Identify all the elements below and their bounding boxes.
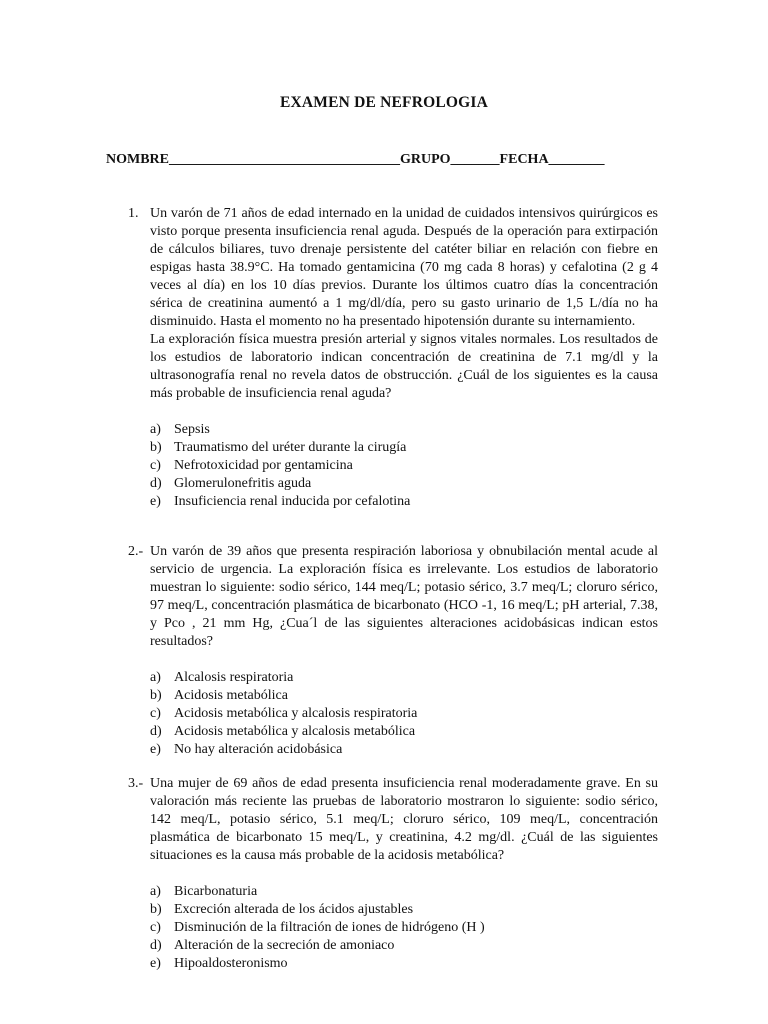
question-3 — [128, 775, 658, 973]
option-letter: a) — [150, 422, 161, 437]
option-text: Sepsis — [174, 422, 210, 437]
option-letter: e) — [150, 956, 161, 971]
answer-option — [128, 421, 658, 439]
option-letter: a) — [150, 670, 161, 685]
option-text: Acidosis metabólica y alcalosis metabólica — [174, 724, 416, 739]
option-letter: b) — [150, 902, 162, 917]
question-number: 2.- — [128, 544, 144, 559]
student-info-line: NOMBRE_________________________________GRUPO_______FECHA________ — [106, 152, 605, 167]
option-letter: d) — [150, 938, 162, 953]
option-text: Traumatismo del uréter durante la cirugía — [174, 440, 407, 455]
option-letter: b) — [150, 440, 162, 455]
question-paragraph: Una mujer de 69 años de edad presenta insuficiencia renal moderadamente grave. En su valoración más reciente las pruebas de laboratorio mostraron lo siguiente: sodio sérico, 142 meq/L, potasio sérico, 5.1 meq/L; cloruro sérico, 109 meq/L, concentración plasmática de bicarbonato 15 meq/L, y creatinina, 4.2 mg/dl. ¿Cuál de las siguientes situaciones es la causa más probable de la acidosis metabólica? — [150, 776, 658, 863]
page-title: EXAMEN DE NEFROLOGIA — [279, 94, 489, 111]
question-number: 1. — [128, 206, 139, 221]
question-number: 3.- — [128, 776, 144, 791]
option-text: Excreción alterada de los ácidos ajustables — [174, 902, 414, 917]
option-letter: d) — [150, 724, 162, 739]
option-letter: a) — [150, 884, 161, 899]
option-letter: b) — [150, 688, 162, 703]
question-2 — [128, 543, 658, 759]
option-letter: e) — [150, 494, 161, 509]
answer-option — [128, 937, 658, 955]
question-paragraph: La exploración física muestra presión arterial y signos vitales normales. Los resultados de los estudios de laboratorio indican concentración de creatinina de 7.1 mg/dl y la ultrasonografía renal no revela datos de obstrucción. ¿Cuál de los siguientes es la causa más probable de insuficiencia renal aguda? — [150, 332, 658, 401]
answer-option — [128, 723, 658, 741]
answer-option — [128, 901, 658, 919]
option-text: Glomerulonefritis aguda — [174, 476, 312, 491]
option-text: Nefrotoxicidad por gentamicina — [174, 458, 353, 473]
answer-option — [128, 457, 658, 475]
answer-option — [128, 705, 658, 723]
answer-options — [128, 421, 658, 511]
option-text: Acidosis metabólica y alcalosis respiratoria — [174, 706, 418, 721]
answer-option — [128, 439, 658, 457]
answer-option — [128, 919, 658, 937]
answer-option — [128, 669, 658, 687]
option-text: Bicarbonaturia — [174, 884, 258, 899]
answer-option — [128, 475, 658, 493]
option-letter: d) — [150, 476, 162, 491]
question-paragraph: Un varón de 39 años que presenta respiración laboriosa y obnubilación mental acude al servicio de urgencia. La exploración física es irrelevante. Los estudios de laboratorio muestran lo siguiente: sodio sérico, 144 meq/L; potasio sérico, 3.7 meq/L; cloruro sérico, 97 meq/L, concentración plasmática de bicarbonato (HCO -1, 16 meq/L; pH arterial, 7.38, y Pco , 21 mm Hg, ¿Cua´l de las siguientes alteraciones acidobásicas indican estos resultados? — [150, 544, 658, 649]
question-text — [150, 775, 658, 865]
option-text: Acidosis metabólica — [174, 688, 288, 703]
answer-options — [128, 883, 658, 973]
answer-option — [128, 687, 658, 705]
answer-option — [128, 883, 658, 901]
option-letter: c) — [150, 458, 161, 473]
answer-option — [128, 741, 658, 759]
option-text: No hay alteración acidobásica — [174, 742, 343, 757]
option-text: Alcalosis respiratoria — [174, 670, 294, 685]
question-text — [150, 205, 658, 403]
option-letter: e) — [150, 742, 161, 757]
question-1 — [128, 205, 658, 511]
option-text: Insuficiencia renal inducida por cefalotina — [174, 494, 411, 509]
option-text: Disminución de la filtración de iones de hidrógeno (H ) — [174, 920, 485, 935]
question-text — [150, 543, 658, 651]
option-letter: c) — [150, 706, 161, 721]
option-text: Hipoaldosteronismo — [174, 956, 288, 971]
answer-option — [128, 955, 658, 973]
answer-option — [128, 493, 658, 511]
option-text: Alteración de la secreción de amoniaco — [174, 938, 395, 953]
question-paragraph: Un varón de 71 años de edad internado en la unidad de cuidados intensivos quirúrgicos es visto porque presenta insuficiencia renal aguda. Después de la operación para extirpación de cálculos biliares, tuvo drenaje persistente del catéter biliar en relación con fiebre en espigas hasta 38.9°C. Ha tomado gentamicina (70 mg cada 8 horas) y cefalotina (2 g 4 veces al día) en los 10 días previos. Durante los últimos cuatro días la concentración sérica de creatinina aumentó a 1 mg/dl/día, pero su gasto urinario de 1,5 L/día no ha disminuido. Hasta el momento no ha presentado hipotensión durante su internamiento. — [150, 206, 658, 329]
answer-options — [128, 669, 658, 759]
option-letter: c) — [150, 920, 161, 935]
